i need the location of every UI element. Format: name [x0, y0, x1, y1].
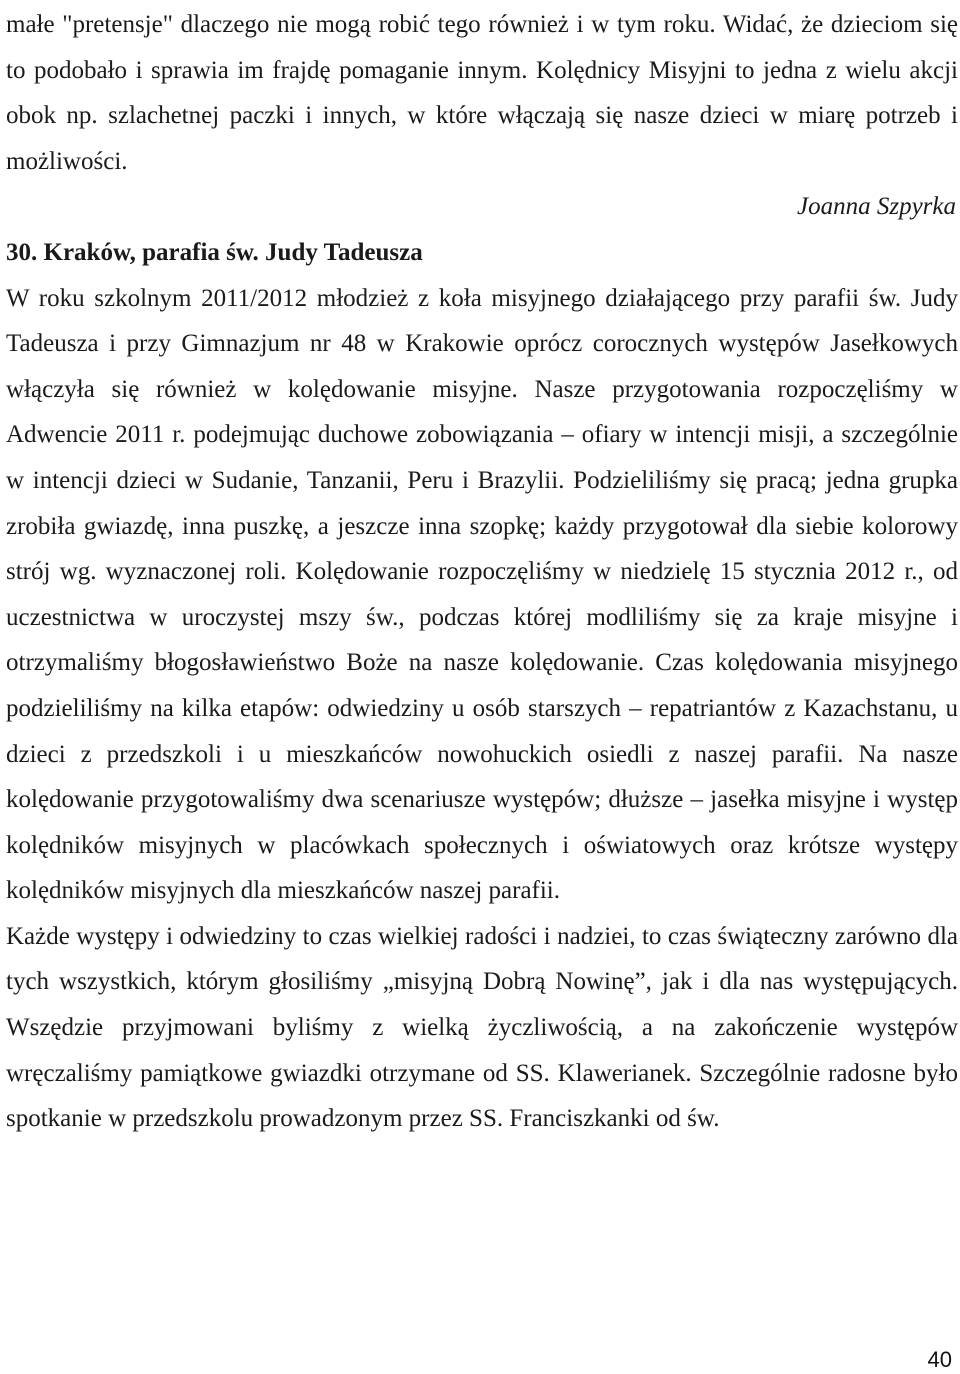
body-paragraph-1: W roku szkolnym 2011/2012 młodzież z koła misyjnego działającego przy parafii św. Judy Tadeusza i przy Gimnazjum nr 48 w Krakowie oprócz corocznych występów Jasełkowych włączyła się również w kolędowanie misyjne. Nasze przygotowania rozpoczęliśmy w Adwencie 2011 r. podejmując duchowe zobowiązania – ofiary w intencji misji, a szczególnie w intencji dzieci w Sudanie, Tanzanii, Peru i Brazylii. Podzieliliśmy się pracą; jedna grupka zrobiła gwiazdę, inna puszkę, a jeszcze inna szopkę; każdy przygotował dla siebie kolorowy strój wg. wyznaczonej roli. Kolędowanie rozpoczęliśmy w niedzielę 15 stycznia 2012 r., od uczestnictwa w uroczystej mszy św., podczas której modliliśmy się za kraje misyjne i otrzymaliśmy błogosławieństwo Boże na nasze kolędowanie. Czas kolędowania misyjnego podzieliliśmy na kilka etapów: odwiedziny u osób starszych – repatriantów z Kazachstanu, u dzieci z przedszkoli i u mieszkańców nowohuckich osiedli z naszej parafii. Na nasze kolędowanie przygotowaliśmy dwa scenariusze występów; dłuższe – jasełka misyjne i występ kolędników misyjnych w placówkach społecznych i oświatowych oraz krótsze występy kolędników misyjnych dla mieszkańców naszej parafii.: [6, 284, 958, 905]
page-number: 40: [927, 1347, 952, 1372]
document-page: [6, 0, 958, 1142]
intro-paragraph: małe "pretensje" dlaczego nie mogą robić tego również i w tym roku. Widać, że dzieciom się to podobało i sprawia im frajdę pomaganie innym. Kolędnicy Misyjni to jedna z wielu akcji obok np. szlachetnej paczki i innych, w które włączają się nasze dzieci w miarę potrzeb i możliwości.: [6, 11, 958, 175]
body-paragraph-2: Każde występy i odwiedziny to czas wielkiej radości i nadziei, to czas świąteczny zarówno dla tych wszystkich, którym głosiliśmy „misyjną Dobrą Nowinę”, jak i dla nas występujących. Wszędzie przyjmowani byliśmy z wielką życzliwością, a na zakończenie występów wręczaliśmy pamiątkowe gwiazdki otrzymane od SS. Klawerianek. Szczególnie radosne było spotkanie w przedszkolu prowadzonym przez SS. Franciszkanki od św.: [6, 922, 958, 1133]
author-signature: Joanna Szpyrka: [797, 193, 956, 221]
section-heading: 30. Kraków, parafia św. Judy Tadeusza: [6, 238, 423, 266]
